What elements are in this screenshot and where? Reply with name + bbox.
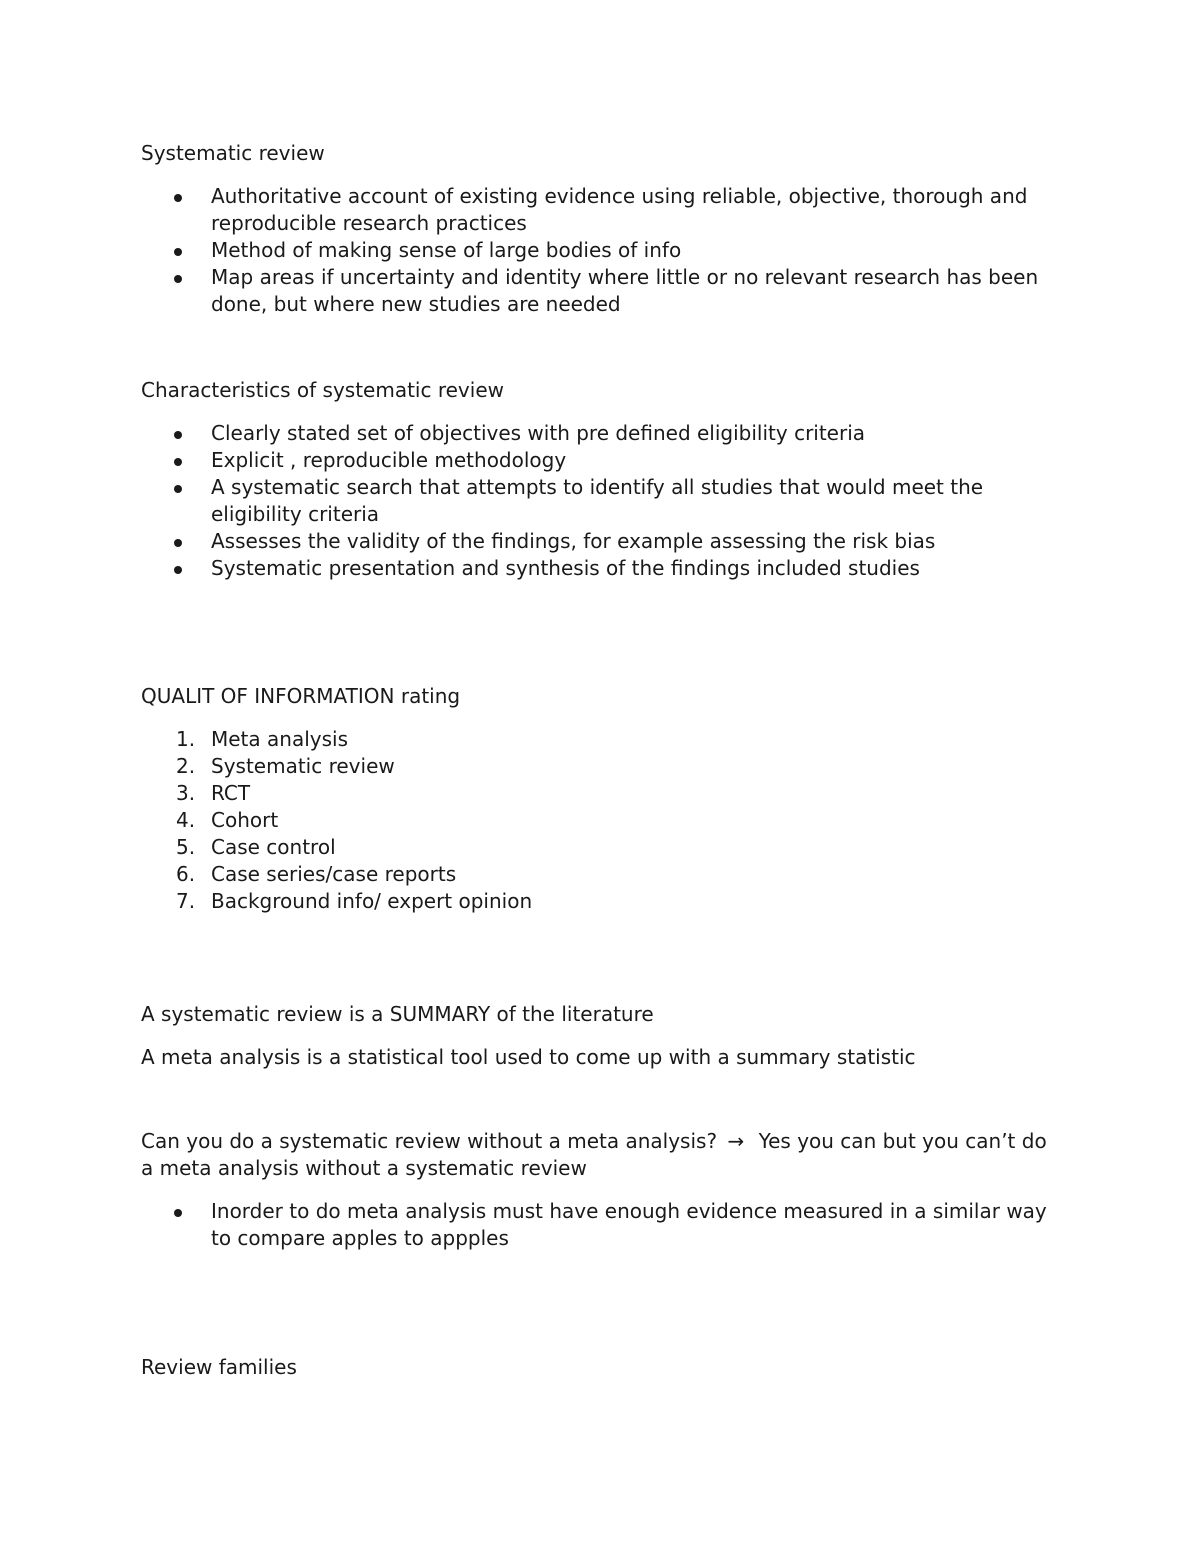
bullet-list xyxy=(141,1198,1061,1252)
bullet-list xyxy=(141,183,1061,318)
section-systematic-review xyxy=(141,140,1061,318)
list-item xyxy=(141,555,1061,582)
list-item xyxy=(141,888,1061,915)
list-item-text: Clearly stated set of objectives with pre defined eligibility criteria xyxy=(211,421,866,445)
bullet-icon xyxy=(174,194,182,202)
list-item-text: Inorder to do meta analysis must have enough evidence measured in a similar way to compare apples to appples xyxy=(211,1199,1047,1250)
list-item-text: Explicit , reproducible methodology xyxy=(211,448,567,472)
section-heading: Review families xyxy=(141,1355,297,1379)
bullet-icon xyxy=(174,539,182,547)
list-item-text: Authoritative account of existing evidence using reliable, objective, thorough and reproducible research practices xyxy=(211,184,1028,235)
list-item-text: A systematic search that attempts to identify all studies that would meet the eligibility criteria xyxy=(211,475,984,526)
definition-line: A systematic review is a SUMMARY of the literature xyxy=(141,1002,654,1026)
section-review-families xyxy=(141,1354,1061,1381)
list-item-text: Assesses the validity of the findings, for example assessing the risk bias xyxy=(211,529,936,553)
bullet-icon xyxy=(174,485,182,493)
numbered-list xyxy=(141,726,1061,915)
list-number: 7. xyxy=(176,889,196,913)
section-heading: QUALIT OF INFORMATION rating xyxy=(141,684,461,708)
list-item-text: Systematic review xyxy=(211,754,395,778)
list-number: 2. xyxy=(176,754,196,778)
section-question xyxy=(141,1128,1061,1252)
definition-line: A meta analysis is a statistical tool used to come up with a summary statistic xyxy=(141,1045,916,1069)
section-quality-rating xyxy=(141,683,1061,915)
question-paragraph xyxy=(141,1128,1061,1182)
list-item-text: Systematic presentation and synthesis of the findings included studies xyxy=(211,556,920,580)
list-item-text: Cohort xyxy=(211,808,279,832)
list-item xyxy=(141,780,1061,807)
list-item xyxy=(141,420,1061,447)
list-number: 5. xyxy=(176,835,196,859)
list-number: 1. xyxy=(176,727,196,751)
list-item-text: Meta analysis xyxy=(211,727,348,751)
list-item xyxy=(141,237,1061,264)
list-number: 4. xyxy=(176,808,196,832)
bullet-icon xyxy=(174,566,182,574)
list-item-text: Case series/case reports xyxy=(211,862,457,886)
list-item xyxy=(141,1198,1061,1252)
bullet-icon xyxy=(174,1209,182,1217)
section-heading: Systematic review xyxy=(141,141,325,165)
list-item-text: Case control xyxy=(211,835,336,859)
list-item xyxy=(141,753,1061,780)
list-item xyxy=(141,474,1061,528)
bullet-icon xyxy=(174,248,182,256)
question-text: Can you do a systematic review without a meta analysis? xyxy=(141,1129,718,1153)
list-item xyxy=(141,726,1061,753)
section-characteristics xyxy=(141,377,1061,582)
list-item xyxy=(141,264,1061,318)
bullet-icon xyxy=(174,431,182,439)
list-item xyxy=(141,807,1061,834)
arrow-right-icon: → xyxy=(727,1129,745,1153)
list-item xyxy=(141,861,1061,888)
list-item xyxy=(141,447,1061,474)
section-definitions xyxy=(141,1001,1061,1071)
list-item-text: Map areas if uncertainty and identity where little or no relevant research has been done, but where new studies are needed xyxy=(211,265,1039,316)
bullet-list xyxy=(141,420,1061,582)
list-number: 6. xyxy=(176,862,196,886)
list-item xyxy=(141,528,1061,555)
bullet-icon xyxy=(174,275,182,283)
answer-text: Yes you can but you can’t do a meta analysis without a systematic review xyxy=(141,1129,1047,1180)
section-heading: Characteristics of systematic review xyxy=(141,378,504,402)
list-item-text: Method of making sense of large bodies of info xyxy=(211,238,682,262)
list-item xyxy=(141,834,1061,861)
bullet-icon xyxy=(174,458,182,466)
list-number: 3. xyxy=(176,781,196,805)
list-item-text: Background info/ expert opinion xyxy=(211,889,533,913)
list-item xyxy=(141,183,1061,237)
list-item-text: RCT xyxy=(211,781,251,805)
